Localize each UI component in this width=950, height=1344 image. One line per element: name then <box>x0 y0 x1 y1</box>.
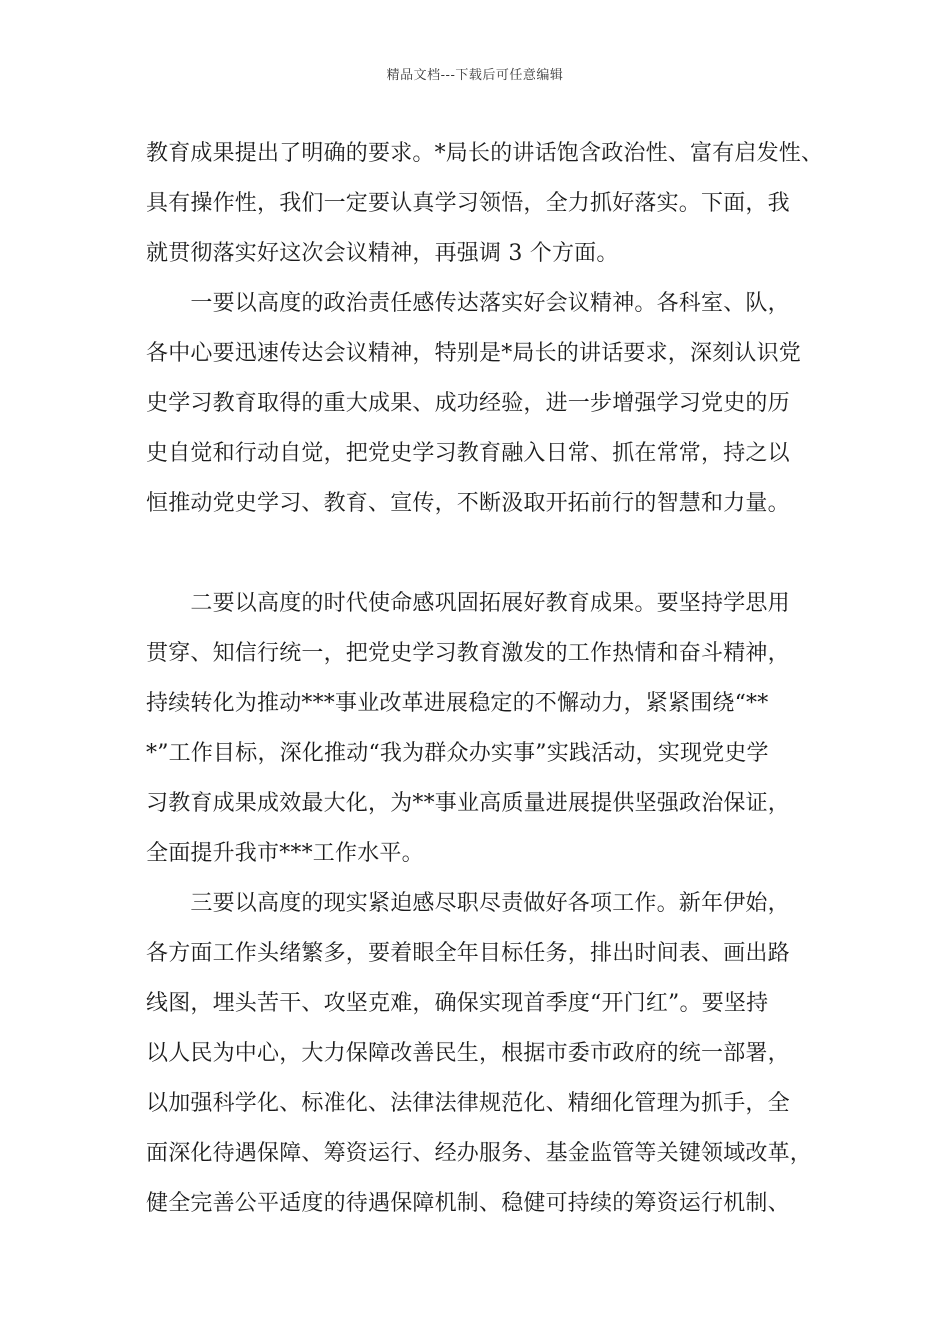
text-line: 各中心要迅速传达会议精神，特别是*局长的讲话要求，深刻认识党 <box>146 341 802 366</box>
text-line: 线图，埋头苦干、攻坚克难，确保实现首季度“开门红”。要坚持 <box>146 991 769 1016</box>
text-line: 各方面工作头绪繁多，要着眼全年目标任务，排出时间表、画出路 <box>146 941 790 966</box>
text-line: 全面提升我市***工作水平。 <box>146 841 424 866</box>
paragraph-gap <box>146 529 826 579</box>
text-line: 史学习教育取得的重大成果、成功经验，进一步增强学习党史的历 <box>146 391 790 416</box>
text-line: 恒推动党史学习、教育、宣传，不断汲取开拓前行的智慧和力量。 <box>146 491 790 516</box>
page-header: 精品文档---下载后可任意编辑 <box>386 68 564 83</box>
text-line: 面深化待遇保障、筹资运行、经办服务、基金监管等关键领域改革， <box>146 1141 813 1166</box>
document-body <box>146 129 826 1229</box>
text-line: 二要以高度的时代使命感巩固拓展好教育成果。要坚持学思用 <box>146 591 790 616</box>
text-line: 以加强科学化、标准化、法律法律规范化、精细化管理为抓手，全 <box>146 1091 790 1116</box>
text-line: 持续转化为推动***事业改革进展稳定的不懈动力，紧紧围绕“** <box>146 691 769 716</box>
text-line: 三要以高度的现实紧迫感尽职尽责做好各项工作。新年伊始， <box>146 891 790 916</box>
text-line: *”工作目标，深化推动“我为群众办实事”实践活动，实现党史学 <box>146 741 769 766</box>
text-line: 一要以高度的政治责任感传达落实好会议精神。各科室、队， <box>146 291 790 316</box>
text-line: 就贯彻落实好这次会议精神，再强调 3 个方面。 <box>146 241 619 266</box>
text-line: 史自觉和行动自觉，把党史学习教育融入日常、抓在常常，持之以 <box>146 441 790 466</box>
text-line: 贯穿、知信行统一，把党史学习教育激发的工作热情和奋斗精神， <box>146 641 790 666</box>
text-line: 习教育成果成效最大化，为**事业高质量进展提供坚强政治保证， <box>146 791 791 816</box>
text-line: 健全完善公平适度的待遇保障机制、稳健可持续的筹资运行机制、 <box>146 1191 790 1216</box>
text-line: 教育成果提出了明确的要求。*局长的讲话饱含政治性、富有启发性、 <box>146 141 824 166</box>
text-line: 具有操作性，我们一定要认真学习领悟，全力抓好落实。下面，我 <box>146 191 790 216</box>
text-line: 以人民为中心，大力保障改善民生，根据市委市政府的统一部署， <box>146 1041 790 1066</box>
